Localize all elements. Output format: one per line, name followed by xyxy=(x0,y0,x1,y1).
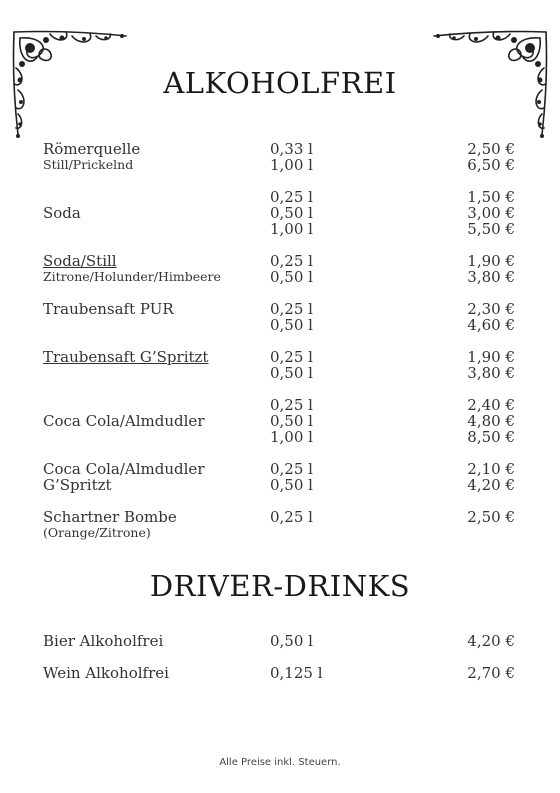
item-price: 3,80 € xyxy=(467,268,515,286)
item-volume: 0,50 l xyxy=(270,204,313,222)
item-volume: 1,00 l xyxy=(270,428,313,446)
item-volume: 1,00 l xyxy=(270,220,313,238)
item-subtitle: Zitrone/Holunder/Himbeere xyxy=(43,269,221,284)
item-price: 2,50 € xyxy=(467,140,515,158)
item-price: 1,90 € xyxy=(467,348,515,366)
item-price: 1,90 € xyxy=(467,252,515,270)
section-title-alkoholfrei: ALKOHOLFREI xyxy=(163,66,397,100)
item-volume: 0,50 l xyxy=(270,268,313,286)
item-price: 2,70 € xyxy=(467,664,515,682)
item-volume: 0,25 l xyxy=(270,348,313,366)
item-volume: 0,50 l xyxy=(270,632,313,650)
item-name: Wein Alkoholfrei xyxy=(43,664,169,682)
item-price: 6,50 € xyxy=(467,156,515,174)
item-price: 8,50 € xyxy=(467,428,515,446)
item-price: 3,80 € xyxy=(467,364,515,382)
item-price: 3,00 € xyxy=(467,204,515,222)
item-volume: 0,50 l xyxy=(270,476,313,494)
footer-note: Alle Preise inkl. Steuern. xyxy=(219,757,341,768)
item-price: 4,60 € xyxy=(467,316,515,334)
item-name: Römerquelle xyxy=(43,140,141,158)
item-price: 4,20 € xyxy=(467,476,515,494)
item-volume: 0,33 l xyxy=(270,140,313,158)
item-price: 1,50 € xyxy=(467,188,515,206)
item-name: Coca Cola/Almdudler xyxy=(43,460,205,478)
item-volume: 0,50 l xyxy=(270,316,313,334)
item-volume: 0,125 l xyxy=(270,664,323,682)
item-volume: 0,25 l xyxy=(270,508,313,526)
item-price: 5,50 € xyxy=(467,220,515,238)
item-volume: 1,00 l xyxy=(270,156,313,174)
item-volume: 0,50 l xyxy=(270,364,313,382)
item-volume: 0,25 l xyxy=(270,300,313,318)
item-name: Soda/Still xyxy=(43,252,117,270)
item-volume: 0,25 l xyxy=(270,460,313,478)
item-name: Schartner Bombe xyxy=(43,508,177,526)
item-price: 2,10 € xyxy=(467,460,515,478)
item-subtitle: Still/Prickelnd xyxy=(43,157,134,172)
item-name-line2: G’Spritzt xyxy=(43,476,112,494)
item-price: 2,40 € xyxy=(467,396,515,414)
item-name: Coca Cola/Almdudler xyxy=(43,412,205,430)
item-volume: 0,25 l xyxy=(270,252,313,270)
item-name: Soda xyxy=(43,204,81,222)
item-price: 4,20 € xyxy=(467,632,515,650)
item-name: Bier Alkoholfrei xyxy=(43,632,164,650)
item-volume: 0,25 l xyxy=(270,396,313,414)
item-name: Traubensaft PUR xyxy=(43,300,174,318)
item-volume: 0,50 l xyxy=(270,412,313,430)
item-name: Traubensaft G’Spritzt xyxy=(43,348,209,366)
item-price: 4,80 € xyxy=(467,412,515,430)
item-price: 2,30 € xyxy=(467,300,515,318)
item-volume: 0,25 l xyxy=(270,188,313,206)
section-title-driver-drinks: DRIVER-DRINKS xyxy=(149,569,411,603)
item-subtitle: (Orange/Zitrone) xyxy=(43,525,151,540)
item-price: 2,50 € xyxy=(467,508,515,526)
